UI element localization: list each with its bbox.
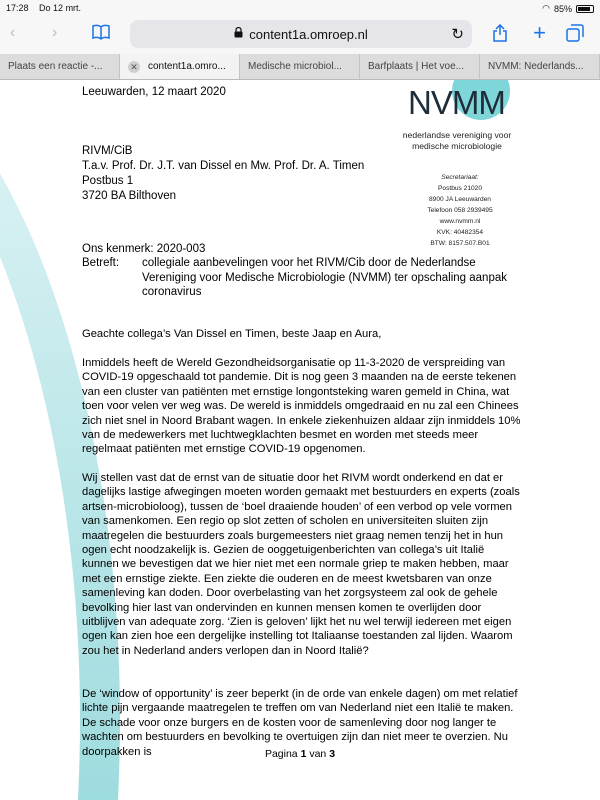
subject-label: Betreft:: [82, 257, 120, 269]
nvmm-logo: NVMM: [408, 84, 505, 121]
forward-icon[interactable]: ›: [52, 24, 58, 41]
url-text: content1a.omroep.nl: [249, 26, 368, 42]
footer-total: 3: [329, 748, 336, 760]
letter-date: Leeuwarden, 12 maart 2020: [82, 86, 226, 98]
logo-subtitle: nederlandse vereniging voor medische microbiologie: [402, 130, 512, 151]
status-time: 17:28: [6, 3, 29, 13]
lock-icon: [234, 27, 243, 41]
secretariat-title: Secretariaat:: [441, 174, 479, 181]
tab-label: content1a.omro...: [148, 61, 226, 72]
wifi-icon: ◠: [542, 3, 550, 13]
secretariat-line: Telefoon 058 2939495: [427, 207, 493, 214]
address-line: T.a.v. Prof. Dr. J.T. van Dissel en Mw. Prof. Dr. A. Timen: [82, 160, 365, 172]
secretariat-line: BTW: 8157.507.B01: [430, 240, 490, 247]
tab-medische-microbiologie[interactable]: Medische microbiol...: [240, 54, 360, 79]
share-icon[interactable]: [492, 24, 508, 47]
paragraph: De ‘window of opportunity’ is zeer beperkt (in de orde van enkele dagen) om met relatief lichte pijn vergaande maatregelen te treffen om van Nederland niet een Italië te maken. De schade voor onze burgers en de kosten voor de samenleving door nog langer te wachten om bestuurders en bevolking te overtuigen zijn dan niet meer te overzien. Nu doorpakken is: [82, 688, 518, 758]
status-bar: [0, 0, 600, 16]
reload-icon[interactable]: ↻: [451, 26, 464, 43]
status-date: Do 12 mrt.: [39, 3, 82, 13]
close-tab-icon[interactable]: ✕: [128, 61, 140, 73]
tab-strip: [0, 54, 600, 80]
address-bar[interactable]: [130, 20, 472, 48]
address-line: 3720 BA Bilthoven: [82, 190, 176, 202]
tab-content1a[interactable]: [120, 54, 240, 79]
subject-line: [82, 256, 522, 300]
paragraph: Wij stellen vast dat de ernst van de situatie door het RIVM wordt onderkend en dat er dagelijks lastige afwegingen moeten worden gemaakt met bestuurders en experts (zoals artsen-microbioloog), tussen de ‘boel draaiende houden’ of een verbod op vele vormen van samenkomen. Een regio op slot zetten of scholen en universiteiten sluiten zijn maatregelen die bestuurders zoals burgemeesters niet graag nemen tenzij het in hun ogen echt noodzakelijk is. Gezien de ooggetuigenberichten van collega’s uit Italië kunnen we bevestigen dat we hier niet met een normale griep te maken hebben, maar met een ernstige ziekte. Een ziekte die ouderen en de meest kwetsbaren van onze samenleving kan doden. Door overbelasting van het zorgsysteem zal ook de gehele bevolking hier last van ondervinden en kunnen mensen komen te overlijden door uitblijven van adequate zorg. ‘Zien is geloven’ lijkt het nu wel terwijl iedereen met eigen ogen kan zien hoe een dergelijke instelling tot Italiaanse toestanden zal lijden. Waarom zou het in Nederland anders verlopen dan in Noord Italië?: [82, 472, 520, 657]
footer-page: 1: [300, 748, 307, 760]
bookmarks-icon[interactable]: [92, 24, 110, 45]
battery-icon: [576, 5, 594, 13]
address-line: Postbus 1: [82, 175, 134, 187]
recipient-address: [82, 144, 364, 204]
secretariat-line: Postbus 21020: [438, 185, 482, 192]
page-footer: [0, 748, 600, 760]
battery-percent: 85%: [553, 3, 572, 14]
footer-mid: van: [306, 748, 330, 760]
tab-nvmm[interactable]: NVMM: Nederlands...: [480, 54, 600, 79]
address-line: RIVM/CiB: [82, 145, 133, 157]
secretariat-block: [412, 172, 508, 249]
secretariat-line: KVK: 40482354: [436, 229, 484, 236]
new-tab-icon[interactable]: +: [533, 20, 546, 45]
footer-prefix: Pagina: [264, 748, 301, 760]
subject-text: collegiale aanbevelingen voor het RIVM/Cib door de Nederlandse Vereniging voor Medische Microbiologie (NVMM) ter opschaling aanpak coronavirus: [142, 257, 507, 298]
tab-plaats-reactie[interactable]: Plaats een reactie -...: [0, 54, 120, 79]
reference-number: Ons kenmerk: 2020-003: [82, 243, 206, 255]
pdf-page[interactable]: [0, 80, 600, 800]
back-icon[interactable]: ‹: [10, 24, 16, 41]
salutation: Geachte collega’s Van Dissel en Timen, beste Jaap en Aura,: [82, 328, 382, 340]
tab-barfplaats[interactable]: Barfplaats | Het voe...: [360, 54, 480, 79]
browser-toolbar: [0, 16, 600, 54]
secretariat-line: 8900 JA Leeuwarden: [429, 196, 491, 203]
paragraph: Inmiddels heeft de Wereld Gezondheidsorganisatie op 11-3-2020 de verspreiding van COVID-19 opgeschaald tot pandemie. Dit is nog geen 3 maanden na de eerste tekenen van een cluster van patiënten met ernstige longontsteking waren gemeld in China, wat toen voor velen ver weg was. De wereld is inmiddels omgedraaid en nu zal een Chinees zich niet snel in Noord Brabant wagen. In enkele ziekenhuizen aldaar zijn inmiddels 10% van de medewerkers met luchtwegklachten besmet en worden met steeds meer regelmaat patiënten met ernstige COVID-19 opgenomen.: [82, 357, 521, 456]
tabs-overview-icon[interactable]: [566, 24, 584, 47]
secretariat-line: www.nvmm.nl: [439, 218, 481, 225]
battery-fill: [578, 7, 590, 11]
